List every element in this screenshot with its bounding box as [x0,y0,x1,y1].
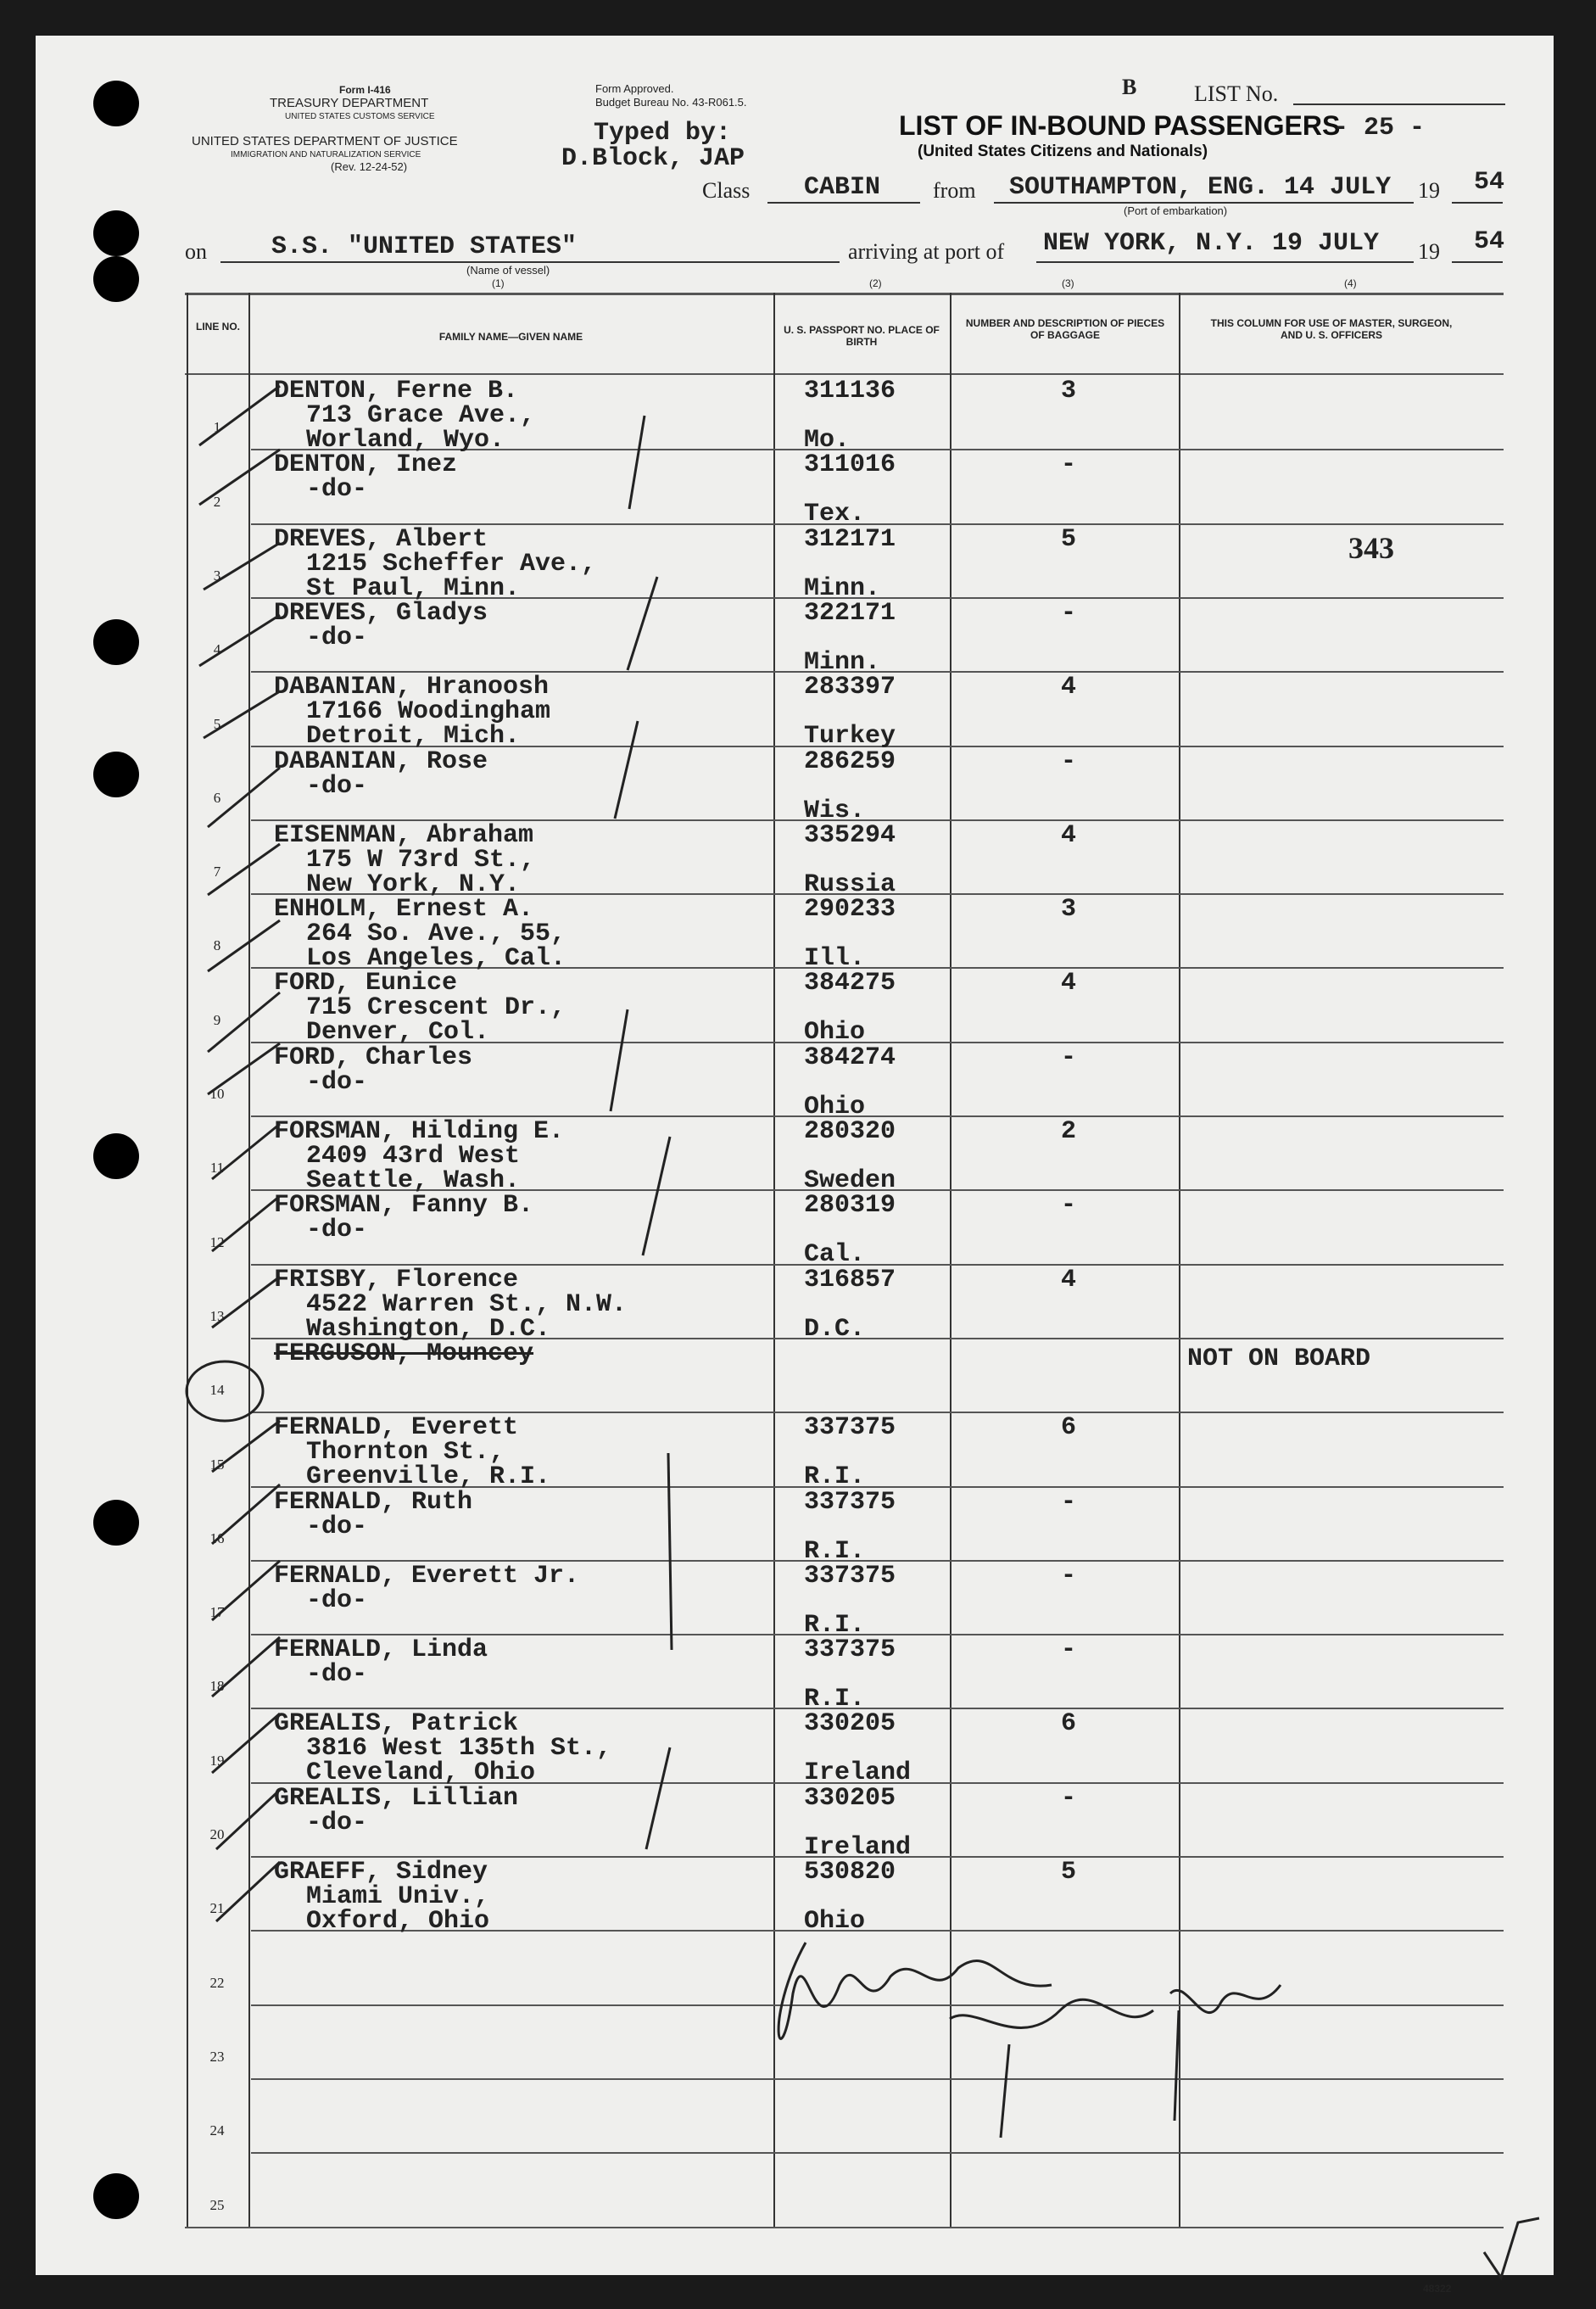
address-line-2: Detroit, Mich. [306,722,521,752]
year-1: 54 [1474,168,1505,197]
passport-number: 316857 [804,1265,896,1294]
line-number: 21 [209,1900,225,1917]
punch-hole [93,81,139,126]
address-line-2: St Paul, Minn. [306,573,521,603]
punch-hole [93,619,139,665]
baggage-count: - [1060,1191,1076,1221]
col-header-baggage: NUMBER AND DESCRIPTION OF PIECES OF BAGGAGE [965,317,1165,341]
year-2: 54 [1474,227,1505,256]
place-of-birth: Ill. [804,944,866,974]
line-number: 20 [209,1826,225,1843]
line-number: 12 [209,1233,225,1250]
typed-by: D.Block, JAP [561,144,745,173]
port-embarkation-note: (Port of embarkation) [1124,204,1228,217]
year-prefix-2: 19 [1418,239,1440,264]
passport-number: 384274 [804,1043,896,1072]
arrival-underline [1036,261,1414,263]
year-prefix-1: 19 [1418,178,1440,203]
line-number: 16 [209,1529,225,1546]
form-approved: Form Approved. [595,82,674,95]
passport-number: 286259 [804,746,896,776]
place-of-birth: Ohio [804,1092,866,1121]
line-number: 8 [213,937,221,954]
officer-note: NOT ON BOARD [1187,1344,1371,1373]
passenger-name: GREALIS, Patrick [274,1709,519,1739]
list-no-label: LIST No. [1194,81,1279,106]
col-header-line-no: LINE NO. [195,321,240,333]
passenger-name: FERNALD, Ruth [274,1487,473,1517]
address-line-1: -do- [306,1660,368,1690]
passport-number: 283397 [804,673,896,702]
passenger-name: FERNALD, Linda [274,1635,488,1665]
punch-hole [93,752,139,797]
place-of-birth: R.I. [804,1685,866,1714]
passport-number: 337375 [804,1561,896,1591]
passport-number: 337375 [804,1487,896,1517]
typed-by-label: Typed by: [594,119,732,148]
address-line-1: -do- [306,623,368,652]
passenger-name: FERGUSON, Mouncey [274,1339,534,1368]
address-line-2: Denver, Col. [306,1018,490,1048]
address-line-2: Washington, D.C. [306,1314,551,1344]
line-number: 15 [209,1456,225,1473]
baggage-count: - [1060,1043,1076,1072]
passport-number: 337375 [804,1413,896,1443]
line-number: 4 [213,641,221,658]
dept-justice: UNITED STATES DEPARTMENT OF JUSTICE [192,134,458,148]
passport-number: 280320 [804,1117,896,1146]
address-line-1: -do- [306,1067,368,1097]
vessel-name: S.S. "UNITED STATES" [271,232,578,261]
col-divider-passport [950,293,951,2227]
form-code: 48322 [1423,2283,1452,2295]
address-line-2: New York, N.Y. [306,869,521,899]
address-line-1: -do- [306,1512,368,1541]
line-number: 7 [213,864,221,881]
line-number: 25 [209,2196,225,2213]
passenger-name: GREALIS, Lillian [274,1783,519,1813]
address-line-1: 264 So. Ave., 55, [306,920,566,949]
col-divider-lineno [248,293,250,2227]
arrival-port: NEW YORK, N.Y. 19 JULY [1043,229,1380,258]
col-num-1: (1) [492,277,505,289]
passport-number: 330205 [804,1709,896,1739]
passenger-name: FERNALD, Everett [274,1413,519,1443]
line-number: 13 [209,1307,225,1324]
class-underline [767,202,920,204]
passport-number: 280319 [804,1191,896,1221]
baggage-count: 2 [1060,1117,1076,1146]
header-bottom-border [185,373,1504,375]
line-number: 10 [209,1086,225,1103]
form-number: Form I-416 [339,84,391,96]
passenger-name: FORSMAN, Fanny B. [274,1191,534,1221]
place-of-birth: Wis. [804,796,866,825]
punch-hole [93,1500,139,1546]
baggage-count: 4 [1060,969,1076,998]
place-of-birth: Turkey [804,722,896,752]
baggage-count: 3 [1060,377,1076,405]
place-of-birth: Minn. [804,573,881,603]
punch-hole [93,2173,139,2219]
passenger-name: FORD, Eunice [274,969,458,998]
dept-treasury: TREASURY DEPARTMENT [270,96,429,110]
row-bottom-border [251,2078,1504,2080]
line-number: 2 [213,493,221,510]
baggage-count: - [1060,598,1076,628]
place-of-birth: Ireland [804,1832,912,1862]
address-line-2: Seattle, Wash. [306,1166,521,1195]
passenger-name: FORSMAN, Hilding E. [274,1117,565,1146]
address-line-1: 17166 Woodingham [306,697,551,727]
passenger-name: ENHOLM, Ernest A. [274,895,534,925]
place-of-birth: Cal. [804,1240,866,1270]
place-of-birth: R.I. [804,1610,866,1640]
address-line-1: Thornton St., [306,1438,505,1468]
place-of-birth: R.I. [804,1462,866,1492]
address-line-2: Worland, Wyo. [306,426,505,455]
address-line-1: 3816 West 135th St., [306,1734,612,1764]
passport-number: 335294 [804,820,896,850]
address-line-2: Greenville, R.I. [306,1462,551,1492]
passenger-name: DENTON, Ferne B. [274,377,519,405]
address-line-1: -do- [306,1808,368,1837]
address-line-1: 713 Grace Ave., [306,401,536,430]
revision: (Rev. 12-24-52) [331,160,408,173]
baggage-count: 4 [1060,673,1076,702]
address-line-1: 715 Crescent Dr., [306,993,566,1023]
address-line-1: -do- [306,1216,368,1245]
year2-underline [1452,261,1503,263]
line-number: 17 [209,1604,225,1621]
passenger-name: FORD, Charles [274,1043,473,1072]
page-number: - 25 - [1333,114,1426,143]
passport-number: 337375 [804,1635,896,1665]
line-number: 24 [209,2122,225,2139]
class-label: Class [702,178,751,203]
from-label: from [933,178,976,203]
address-line-1: Miami Univ., [306,1882,490,1911]
line-number: 14 [209,1382,225,1399]
embarkation-port: SOUTHAMPTON, ENG. 14 JULY [1009,173,1392,202]
baggage-count: 4 [1060,820,1076,850]
address-line-1: -do- [306,771,368,801]
line-number: 19 [209,1752,225,1769]
address-line-1: 175 W 73rd St., [306,845,536,875]
address-line-1: -do- [306,475,368,505]
budget-bureau: Budget Bureau No. 43-R061.5. [595,96,747,109]
passenger-name: EISENMAN, Abraham [274,820,534,850]
address-line-2: Cleveland, Ohio [306,1758,536,1788]
line-number: 23 [209,2048,225,2065]
document-sheet [36,36,1554,2275]
passport-number: 311016 [804,450,896,480]
on-label: on [185,239,207,264]
row-bottom-border [251,2004,1504,2006]
col-header-name: FAMILY NAME—GIVEN NAME [438,331,583,343]
baggage-count: 6 [1060,1413,1076,1443]
baggage-count: 5 [1060,524,1076,554]
passenger-name: DREVES, Gladys [274,598,488,628]
baggage-count: - [1060,746,1076,776]
list-letter: B [1122,75,1137,99]
col-num-4: (4) [1344,277,1357,289]
vessel-underline [220,261,840,263]
col-divider-left [187,293,188,2227]
place-of-birth: Sweden [804,1166,896,1195]
address-line-2: Oxford, Ohio [306,1907,490,1936]
baggage-count: - [1060,1561,1076,1591]
passport-number: 322171 [804,598,896,628]
place-of-birth: Ireland [804,1758,912,1788]
punch-hole [93,210,139,256]
place-of-birth: Tex. [804,500,866,529]
list-no-underline [1293,103,1505,105]
document-subtitle: (United States Citizens and Nationals) [918,143,1208,160]
document-title: LIST OF IN-BOUND PASSENGERS [899,110,1341,141]
address-line-1: 1215 Scheffer Ave., [306,549,597,579]
passenger-name: DENTON, Inez [274,450,458,480]
year1-underline [1452,202,1503,204]
punch-hole [93,1133,139,1179]
line-number: 18 [209,1678,225,1695]
col-num-3: (3) [1062,277,1074,289]
passenger-name: FRISBY, Florence [274,1265,519,1294]
class-value: CABIN [804,173,881,202]
passport-number: 290233 [804,895,896,925]
baggage-count: - [1060,1635,1076,1665]
arriving-label: arriving at port of [848,239,1005,264]
baggage-count: 3 [1060,895,1076,925]
line-number: 22 [209,1974,225,1991]
punch-hole [93,256,139,302]
passport-number: 384275 [804,969,896,998]
baggage-count: - [1060,450,1076,480]
passport-number: 312171 [804,524,896,554]
line-number: 5 [213,715,221,732]
passport-number: 330205 [804,1783,896,1813]
line-number: 3 [213,567,221,584]
col-divider-name [773,293,775,2227]
col-num-2: (2) [869,277,882,289]
row-bottom-border [251,2227,1504,2228]
passenger-name: DREVES, Albert [274,524,488,554]
col-divider-baggage [1179,293,1180,2227]
passenger-name: FERNALD, Everett Jr. [274,1561,580,1591]
place-of-birth: R.I. [804,1536,866,1566]
address-line-1: 2409 43rd West [306,1142,521,1171]
place-of-birth: Russia [804,869,896,899]
col-header-passport: U. S. PASSPORT NO. PLACE OF BIRTH [784,324,940,348]
baggage-count: 4 [1060,1265,1076,1294]
address-line-2: Los Angeles, Cal. [306,944,566,974]
place-of-birth: Mo. [804,426,851,455]
address-line-1: -do- [306,1585,368,1615]
passport-number: 530820 [804,1858,896,1887]
baggage-count: - [1060,1783,1076,1813]
line-number: 1 [213,419,221,436]
address-line-1: 4522 Warren St., N.W. [306,1289,628,1319]
baggage-count: 5 [1060,1858,1076,1887]
vessel-note: (Name of vessel) [466,264,550,277]
baggage-count: - [1060,1487,1076,1517]
passenger-name: DABANIAN, Rose [274,746,488,776]
place-of-birth: Minn. [804,647,881,677]
table-top-border [185,293,1504,295]
ins-service: IMMIGRATION AND NATURALIZATION SERVICE [231,150,421,159]
row-bottom-border [251,2152,1504,2154]
line-number: 6 [213,789,221,806]
from-underline [994,202,1414,204]
place-of-birth: D.C. [804,1314,866,1344]
baggage-count: 6 [1060,1709,1076,1739]
line-number: 11 [209,1160,225,1177]
passenger-name: DABANIAN, Hranoosh [274,673,550,702]
line-number: 9 [213,1011,221,1028]
officer-note: 343 [1348,530,1394,565]
place-of-birth: Ohio [804,1018,866,1048]
place-of-birth: Ohio [804,1907,866,1936]
col-header-officers: THIS COLUMN FOR USE OF MASTER, SURGEON, AND U. S. OFFICERS [1210,317,1453,341]
customs-service: UNITED STATES CUSTOMS SERVICE [285,112,435,121]
passenger-name: GRAEFF, Sidney [274,1858,488,1887]
passport-number: 311136 [804,377,896,405]
